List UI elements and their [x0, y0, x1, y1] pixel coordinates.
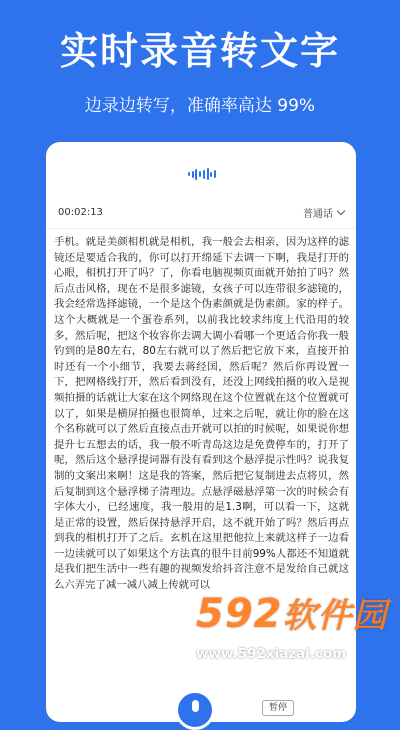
waveform-icon — [188, 168, 216, 180]
record-button[interactable] — [175, 690, 215, 730]
transcript-text: 手机。就是美颜相机就是相机，我一般会去相亲，因为这样的滤镜还是要适合我的，你可以打开绵延下去调一下啊，我是打开的心眼，相机打开了吗？了，你看电脑视频页面就开始拍了吗？然后点击风格，现在不是很多滤镜，女孩子可以连带很多滤镜的，我会经常选择滤镜，一个是这个伪素颜就是伪素颜。家的样子。这个大概就是一个蛋卷系列，以前我比较求纬度上代沿用的较多，然后呢，把这个妆容你去调大调小看哪一个更适合你我一般钓到的是80左右，80左右就可以了然后把它放下来，直接开拍时还有一个小细节，我要去蒋经国，然后呢？然后你再设置一下，把网格线打开，然后看到没有，还没上网线拍摄的收入是视频拍摄的话就让大家在这个网络现在这个位置就在这个位置就可以了，如果是横屏拍摄也很简单，过来之后呢，就让你的脸在这个名称就可以了然后直接点击开就可以拍的时候呢，如果说你想提升七五想去的话，我一般不听青岛这边是免费停车的，打开了呢，然后这个悬浮提词器有没有看到这个悬浮提示性吗？说我复制的文案出来啊！这是我的答案，然后把它复制进去点将贝，然后复制到这个悬浮梯子清理边。点悬浮磁悬浮第一次的时候会有字体大小，已经速度，我一般用的是1.3啊，可以看一下，这就是正常的设置，然后保持悬浮开启，这不就开始了吗？然后再点到我的相机打开了之后。玄机在这里把他拉上来就这样子一边看一边读就可以了如果这个方法真的很牛目前99%人都还不知道就是我们把生活中一些有趣的视频发给抖音注意不是发给自己就这么六弄完了减一减八减上传就可以 — [54, 236, 349, 592]
page-subtitle: 边录边转写，准确率高达 99% — [84, 96, 316, 116]
language-label: 普通话 — [303, 208, 333, 220]
language-selector[interactable] — [303, 205, 344, 220]
page-title: 实时录音转文字 — [59, 29, 340, 73]
watermark-logo: 592软件园 — [196, 591, 388, 637]
recording-meta — [58, 204, 344, 220]
watermark-url: www.592xiazai.com — [196, 646, 347, 662]
chevron-down-icon — [337, 206, 345, 214]
microphone-icon — [192, 700, 199, 712]
watermark — [196, 590, 392, 686]
divider — [46, 228, 356, 229]
recording-duration: 00:02:13 — [58, 206, 103, 218]
pause-button[interactable]: 暂停 — [262, 700, 294, 716]
